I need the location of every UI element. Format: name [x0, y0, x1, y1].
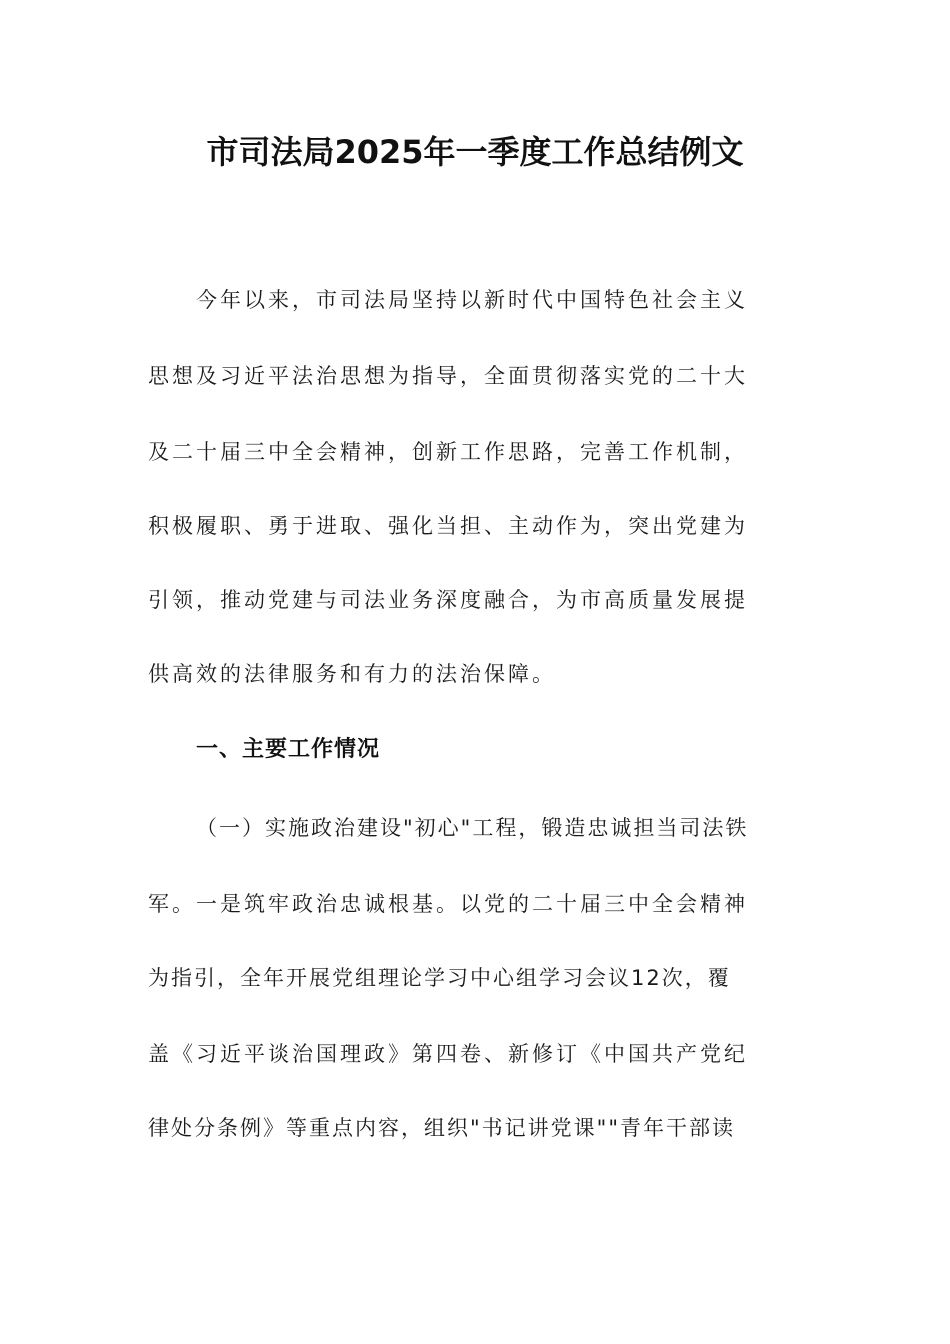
paragraph-line: 军。一是筑牢政治忠诚根基。以党的二十届三中全会精神: [148, 892, 748, 916]
paragraph-line: 盖《习近平谈治国理政》第四卷、新修订《中国共产党纪: [148, 1042, 748, 1066]
section-heading: 一、主要工作情况: [196, 737, 381, 762]
paragraph-line: 今年以来，市司法局坚持以新时代中国特色社会主义: [196, 288, 748, 312]
paragraph-line: （一）实施政治建设"初心"工程，锻造忠诚担当司法铁: [196, 816, 749, 840]
paragraph-line: 及二十届三中全会精神，创新工作思路，完善工作机制，: [148, 440, 748, 464]
document-title: 市司法局2025年一季度工作总结例文: [206, 133, 744, 171]
paragraph-line: 律处分条例》等重点内容，组织"书记讲党课""青年干部读: [148, 1116, 735, 1140]
paragraph-line: 思想及习近平法治思想为指导，全面贯彻落实党的二十大: [148, 364, 748, 388]
paragraph-line: 引领，推动党建与司法业务深度融合，为市高质量发展提: [148, 588, 748, 612]
paragraph-line: 供高效的法律服务和有力的法治保障。: [148, 662, 556, 686]
paragraph-line: 为指引，全年开展党组理论学习中心组学习会议12次，覆: [148, 966, 731, 990]
paragraph-line: 积极履职、勇于进取、强化当担、主动作为，突出党建为: [148, 514, 748, 538]
